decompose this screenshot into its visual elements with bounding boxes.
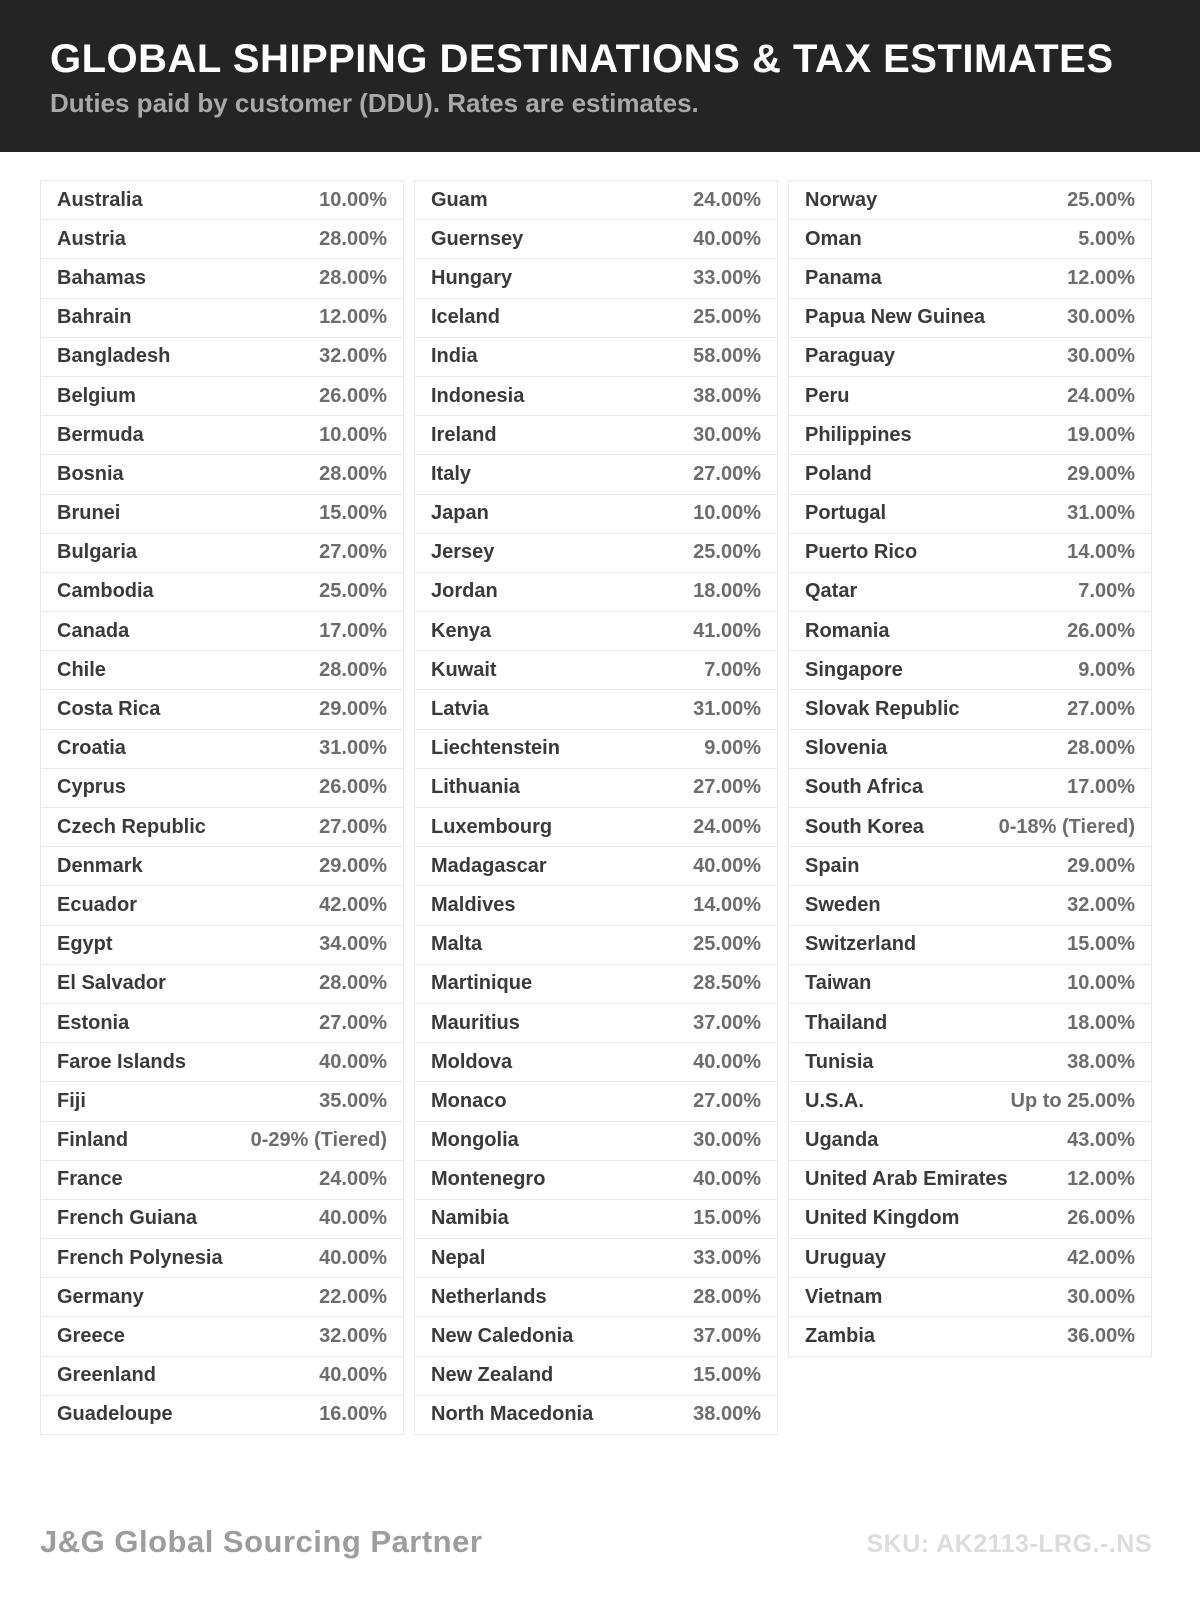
tax-rate: 17.00% — [1067, 776, 1135, 799]
tax-rate: 24.00% — [1067, 384, 1135, 407]
tax-rate: 28.00% — [319, 266, 387, 289]
table-row — [415, 651, 777, 690]
tax-rate: 29.00% — [319, 854, 387, 877]
country-name: Norway — [805, 188, 878, 211]
table-row — [789, 573, 1151, 612]
tax-rate: 18.00% — [693, 580, 761, 603]
table-row — [41, 1004, 403, 1043]
country-name: Liechtenstein — [431, 737, 560, 760]
country-name: South Korea — [805, 815, 924, 838]
country-name: Bangladesh — [57, 345, 171, 368]
table-row — [415, 1122, 777, 1161]
table-row — [41, 455, 403, 494]
country-name: New Caledonia — [431, 1325, 574, 1348]
country-name: Taiwan — [805, 972, 872, 995]
table-row — [41, 847, 403, 886]
table-row — [789, 769, 1151, 808]
country-name: Austria — [57, 227, 126, 250]
tax-rate: 35.00% — [319, 1089, 387, 1112]
table-row — [789, 965, 1151, 1004]
table-row — [789, 1239, 1151, 1278]
table-row — [789, 495, 1151, 534]
country-name: Peru — [805, 384, 850, 407]
table-row — [41, 1200, 403, 1239]
table-row — [415, 847, 777, 886]
tax-rate: 33.00% — [693, 1246, 761, 1269]
country-name: Costa Rica — [57, 698, 161, 721]
table-row — [415, 612, 777, 651]
tax-rate: 14.00% — [1067, 541, 1135, 564]
tax-rate: 25.00% — [693, 933, 761, 956]
country-name: Sweden — [805, 893, 881, 916]
country-name: Denmark — [57, 854, 143, 877]
tax-rate: 0-29% (Tiered) — [250, 1129, 387, 1152]
country-name: Netherlands — [431, 1285, 547, 1308]
country-name: Kenya — [431, 619, 492, 642]
tax-rate: 15.00% — [319, 502, 387, 525]
tax-rate: 16.00% — [319, 1403, 387, 1426]
table-row — [415, 690, 777, 729]
table-row — [41, 220, 403, 259]
tax-rate: 27.00% — [693, 462, 761, 485]
table-row — [41, 1278, 403, 1317]
table-row — [415, 926, 777, 965]
country-name: Italy — [431, 462, 472, 485]
table-row — [789, 1043, 1151, 1082]
table-row — [41, 769, 403, 808]
table-row — [789, 338, 1151, 377]
country-name: Cyprus — [57, 776, 126, 799]
country-name: Bulgaria — [57, 541, 138, 564]
tax-rate: 27.00% — [693, 776, 761, 799]
table-row — [789, 730, 1151, 769]
country-name: French Polynesia — [57, 1246, 223, 1269]
tax-rate: 29.00% — [1067, 854, 1135, 877]
tax-rate: 27.00% — [319, 815, 387, 838]
table-row — [41, 1122, 403, 1161]
page-footer — [40, 1524, 1152, 1560]
country-name: Slovenia — [805, 737, 888, 760]
table-row — [415, 1239, 777, 1278]
country-name: Bosnia — [57, 462, 124, 485]
table-row — [415, 259, 777, 298]
tax-rate: 40.00% — [319, 1246, 387, 1269]
country-name: Faroe Islands — [57, 1050, 186, 1073]
table-row — [789, 455, 1151, 494]
country-name: Switzerland — [805, 933, 917, 956]
tax-rate: 26.00% — [319, 384, 387, 407]
country-name: Qatar — [805, 580, 858, 603]
country-name: Madagascar — [431, 854, 547, 877]
country-name: Guam — [431, 188, 488, 211]
country-name: Ireland — [431, 423, 497, 446]
table-row — [415, 455, 777, 494]
table-row — [415, 377, 777, 416]
table-row — [415, 808, 777, 847]
country-name: Latvia — [431, 698, 489, 721]
tax-rate: 37.00% — [693, 1325, 761, 1348]
table-row — [415, 1004, 777, 1043]
tax-rate: 10.00% — [319, 423, 387, 446]
table-row — [789, 1161, 1151, 1200]
tax-rate: 7.00% — [1078, 580, 1135, 603]
country-name: Oman — [805, 227, 862, 250]
country-name: Lithuania — [431, 776, 520, 799]
table-row — [415, 730, 777, 769]
table-row — [41, 1357, 403, 1396]
tax-rate: 40.00% — [319, 1364, 387, 1387]
table-row — [415, 495, 777, 534]
tax-rate: 10.00% — [1067, 972, 1135, 995]
table-row — [789, 534, 1151, 573]
country-name: Zambia — [805, 1325, 876, 1348]
country-name: Luxembourg — [431, 815, 553, 838]
country-name: United Arab Emirates — [805, 1168, 1008, 1191]
tax-rate: Up to 25.00% — [1010, 1089, 1135, 1112]
tax-rate: 24.00% — [693, 815, 761, 838]
country-name: Tunisia — [805, 1050, 874, 1073]
tax-rate: 25.00% — [693, 306, 761, 329]
table-row — [41, 886, 403, 925]
tax-rate: 28.00% — [1067, 737, 1135, 760]
table-row — [415, 1082, 777, 1121]
table-row — [41, 338, 403, 377]
table-row — [789, 299, 1151, 338]
country-name: Brunei — [57, 502, 121, 525]
country-name: Philippines — [805, 423, 912, 446]
table-row — [789, 181, 1151, 220]
table-row — [789, 1278, 1151, 1317]
country-name: Namibia — [431, 1207, 509, 1230]
table-row — [41, 1317, 403, 1356]
table-row — [415, 1161, 777, 1200]
table-row — [789, 651, 1151, 690]
country-name: U.S.A. — [805, 1089, 864, 1112]
table-row — [415, 220, 777, 259]
tax-rate: 31.00% — [693, 698, 761, 721]
page-subtitle: Duties paid by customer (DDU). Rates are estimates. — [50, 88, 699, 118]
table-row — [41, 926, 403, 965]
country-name: Bahrain — [57, 306, 132, 329]
tax-rate: 30.00% — [693, 423, 761, 446]
country-name: Uruguay — [805, 1246, 887, 1269]
country-name: Monaco — [431, 1089, 507, 1112]
tax-rate: 34.00% — [319, 933, 387, 956]
tax-rate: 5.00% — [1078, 227, 1135, 250]
table-row — [789, 259, 1151, 298]
table-row — [789, 220, 1151, 259]
table-row — [41, 965, 403, 1004]
country-name: Slovak Republic — [805, 698, 960, 721]
tax-rate: 32.00% — [319, 345, 387, 368]
country-name: Mongolia — [431, 1129, 519, 1152]
table-row — [41, 651, 403, 690]
table-row — [41, 181, 403, 220]
country-name: Maldives — [431, 893, 516, 916]
tax-rate: 9.00% — [704, 737, 761, 760]
destinations-table — [40, 180, 1152, 1435]
country-name: Romania — [805, 619, 890, 642]
country-name: Ecuador — [57, 893, 138, 916]
country-name: Kuwait — [431, 658, 497, 681]
table-row — [41, 259, 403, 298]
tax-rate: 40.00% — [693, 854, 761, 877]
country-name: Poland — [805, 462, 872, 485]
tax-rate: 18.00% — [1067, 1011, 1135, 1034]
table-row — [789, 808, 1151, 847]
country-name: Thailand — [805, 1011, 888, 1034]
page-header — [0, 0, 1200, 152]
table-column-3 — [788, 180, 1152, 1357]
country-name: Paraguay — [805, 345, 896, 368]
tax-rate: 42.00% — [319, 893, 387, 916]
tax-rate: 30.00% — [1067, 345, 1135, 368]
country-name: Portugal — [805, 502, 887, 525]
tax-rate: 38.00% — [1067, 1050, 1135, 1073]
tax-rate: 24.00% — [319, 1168, 387, 1191]
tax-rate: 32.00% — [319, 1325, 387, 1348]
table-row — [415, 181, 777, 220]
tax-rate: 12.00% — [1067, 266, 1135, 289]
country-name: Fiji — [57, 1089, 86, 1112]
tax-rate: 36.00% — [1067, 1325, 1135, 1348]
table-column-2 — [414, 180, 778, 1435]
tax-rate: 0-18% (Tiered) — [998, 815, 1135, 838]
tax-rate: 26.00% — [1067, 619, 1135, 642]
table-row — [415, 886, 777, 925]
country-name: France — [57, 1168, 123, 1191]
table-row — [415, 534, 777, 573]
country-name: Vietnam — [805, 1285, 883, 1308]
country-name: Moldova — [431, 1050, 513, 1073]
table-row — [41, 808, 403, 847]
country-name: Czech Republic — [57, 815, 206, 838]
tax-rate: 31.00% — [1067, 502, 1135, 525]
country-name: Martinique — [431, 972, 533, 995]
country-name: United Kingdom — [805, 1207, 960, 1230]
tax-rate: 15.00% — [693, 1207, 761, 1230]
table-row — [41, 1239, 403, 1278]
tax-rate: 31.00% — [319, 737, 387, 760]
tax-rate: 27.00% — [319, 541, 387, 564]
table-row — [41, 690, 403, 729]
table-row — [41, 377, 403, 416]
table-row — [789, 1317, 1151, 1356]
table-row — [41, 534, 403, 573]
tax-rate: 22.00% — [319, 1285, 387, 1308]
country-name: Spain — [805, 854, 860, 877]
tax-rate: 43.00% — [1067, 1129, 1135, 1152]
table-row — [789, 612, 1151, 651]
tax-rate: 25.00% — [1067, 188, 1135, 211]
table-row — [789, 1122, 1151, 1161]
country-name: North Macedonia — [431, 1403, 594, 1426]
tax-rate: 28.50% — [693, 972, 761, 995]
table-row — [789, 690, 1151, 729]
country-name: Bahamas — [57, 266, 146, 289]
country-name: Hungary — [431, 266, 513, 289]
table-row — [41, 730, 403, 769]
tax-rate: 40.00% — [693, 227, 761, 250]
tax-rate: 9.00% — [1078, 658, 1135, 681]
table-row — [41, 573, 403, 612]
table-row — [415, 1357, 777, 1396]
tax-rate: 24.00% — [693, 188, 761, 211]
country-name: El Salvador — [57, 972, 166, 995]
tax-rate: 28.00% — [319, 227, 387, 250]
tax-rate: 15.00% — [693, 1364, 761, 1387]
tax-rate: 40.00% — [693, 1168, 761, 1191]
table-row — [41, 299, 403, 338]
tax-rate: 27.00% — [693, 1089, 761, 1112]
table-row — [415, 965, 777, 1004]
table-row — [789, 1200, 1151, 1239]
country-name: New Zealand — [431, 1364, 554, 1387]
table-row — [789, 926, 1151, 965]
country-name: Montenegro — [431, 1168, 546, 1191]
brand-name: J&G Global Sourcing Partner — [40, 1524, 483, 1559]
tax-rate: 28.00% — [319, 462, 387, 485]
country-name: Guernsey — [431, 227, 524, 250]
table-row — [415, 1317, 777, 1356]
country-name: Indonesia — [431, 384, 525, 407]
tax-rate: 7.00% — [704, 658, 761, 681]
country-name: Australia — [57, 188, 143, 211]
country-name: Mauritius — [431, 1011, 520, 1034]
country-name: Germany — [57, 1285, 144, 1308]
tax-rate: 12.00% — [319, 306, 387, 329]
country-name: Japan — [431, 502, 489, 525]
country-name: Jordan — [431, 580, 498, 603]
table-row — [41, 416, 403, 455]
page-title: GLOBAL SHIPPING DESTINATIONS & TAX ESTIMATES — [50, 37, 1114, 81]
table-row — [789, 847, 1151, 886]
tax-rate: 25.00% — [319, 580, 387, 603]
tax-rate: 40.00% — [319, 1050, 387, 1073]
country-name: Jersey — [431, 541, 495, 564]
country-name: Singapore — [805, 658, 903, 681]
tax-rate: 30.00% — [1067, 1285, 1135, 1308]
tax-rate: 14.00% — [693, 893, 761, 916]
country-name: Estonia — [57, 1011, 130, 1034]
country-name: Bermuda — [57, 423, 144, 446]
table-row — [41, 1396, 403, 1435]
country-name: Malta — [431, 933, 483, 956]
table-row — [789, 1004, 1151, 1043]
tax-rate: 10.00% — [693, 502, 761, 525]
tax-rate: 15.00% — [1067, 933, 1135, 956]
country-name: Nepal — [431, 1246, 486, 1269]
table-row — [415, 416, 777, 455]
table-row — [789, 377, 1151, 416]
table-row — [415, 1043, 777, 1082]
table-row — [415, 769, 777, 808]
country-name: Guadeloupe — [57, 1403, 173, 1426]
tax-rate: 12.00% — [1067, 1168, 1135, 1191]
table-row — [41, 1043, 403, 1082]
tax-rate: 27.00% — [1067, 698, 1135, 721]
tax-rate: 27.00% — [319, 1011, 387, 1034]
country-name: Chile — [57, 658, 106, 681]
country-name: Puerto Rico — [805, 541, 918, 564]
country-name: Panama — [805, 266, 882, 289]
table-row — [415, 1278, 777, 1317]
table-row — [41, 1082, 403, 1121]
tax-rate: 28.00% — [319, 972, 387, 995]
tax-rate: 26.00% — [1067, 1207, 1135, 1230]
table-row — [789, 416, 1151, 455]
tax-rate: 33.00% — [693, 266, 761, 289]
country-name: India — [431, 345, 478, 368]
table-row — [41, 495, 403, 534]
table-row — [415, 1396, 777, 1435]
sku-label: SKU: AK2113-LRG.-.NS — [866, 1530, 1152, 1558]
table-row — [415, 299, 777, 338]
tax-rate: 40.00% — [693, 1050, 761, 1073]
table-row — [415, 573, 777, 612]
country-name: Finland — [57, 1129, 129, 1152]
tax-rate: 10.00% — [319, 188, 387, 211]
tax-rate: 58.00% — [693, 345, 761, 368]
tax-rate: 30.00% — [1067, 306, 1135, 329]
tax-rate: 26.00% — [319, 776, 387, 799]
tax-rate: 30.00% — [693, 1129, 761, 1152]
table-row — [789, 886, 1151, 925]
table-row — [415, 338, 777, 377]
tax-rate: 28.00% — [693, 1285, 761, 1308]
tax-rate: 29.00% — [319, 698, 387, 721]
tax-rate: 40.00% — [319, 1207, 387, 1230]
country-name: Papua New Guinea — [805, 306, 986, 329]
table-row — [415, 1200, 777, 1239]
table-row — [41, 1161, 403, 1200]
country-name: Egypt — [57, 933, 113, 956]
table-row — [41, 612, 403, 651]
country-name: South Africa — [805, 776, 924, 799]
country-name: French Guiana — [57, 1207, 198, 1230]
country-name: Greenland — [57, 1364, 156, 1387]
table-row — [789, 1082, 1151, 1121]
tax-rate: 37.00% — [693, 1011, 761, 1034]
tax-rate: 41.00% — [693, 619, 761, 642]
country-name: Uganda — [805, 1129, 879, 1152]
tax-rate: 25.00% — [693, 541, 761, 564]
tax-rate: 38.00% — [693, 1403, 761, 1426]
tax-rate: 17.00% — [319, 619, 387, 642]
country-name: Canada — [57, 619, 130, 642]
country-name: Iceland — [431, 306, 500, 329]
tax-rate: 19.00% — [1067, 423, 1135, 446]
country-name: Belgium — [57, 384, 136, 407]
tax-rate: 29.00% — [1067, 462, 1135, 485]
tax-rate: 32.00% — [1067, 893, 1135, 916]
table-column-1 — [40, 180, 404, 1435]
tax-rate: 38.00% — [693, 384, 761, 407]
tax-rate: 28.00% — [319, 658, 387, 681]
country-name: Croatia — [57, 737, 126, 760]
country-name: Cambodia — [57, 580, 154, 603]
tax-rate: 42.00% — [1067, 1246, 1135, 1269]
country-name: Greece — [57, 1325, 125, 1348]
